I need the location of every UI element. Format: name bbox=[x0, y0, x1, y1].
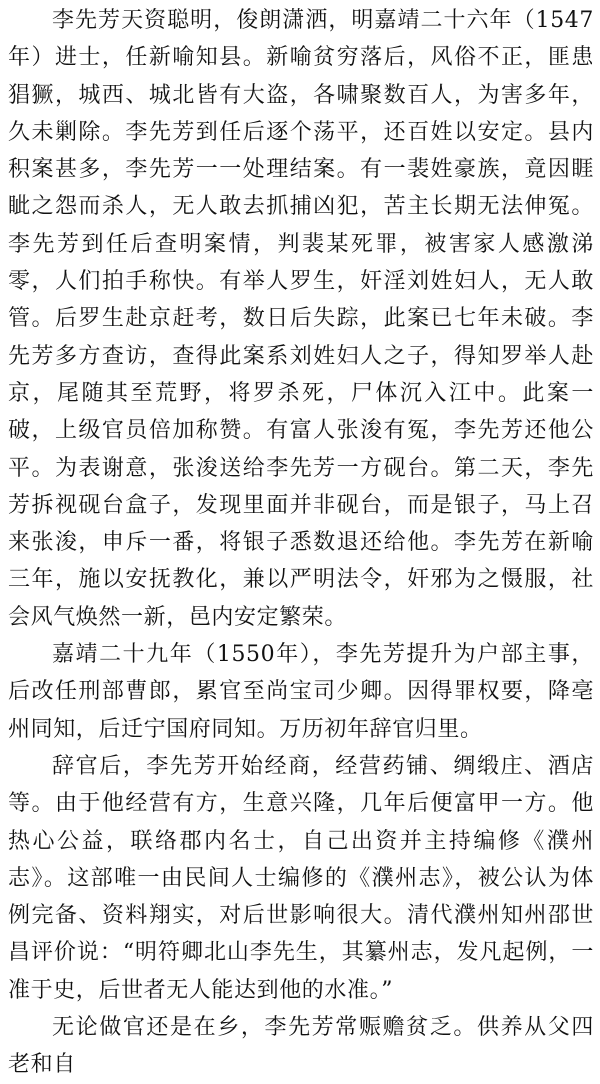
paragraph-4: 无论做官还是在乡，李先芳常赈赡贫乏。供养从父四老和自 bbox=[8, 1015, 594, 1078]
paragraph-2: 嘉靖二十九年（1550年），李先芳提升为户部主事，后改任刑部曹郎，累官至尚宝司少卿。因得罪权要，降亳州同知，后迁宁国府同知。万历初年辞官归里。 bbox=[8, 642, 594, 742]
paragraph-1: 李先芳天资聪明，俊朗潇洒，明嘉靖二十六年（1547年）进士，任新喻知县。新喻贫穷落后，风俗不正，匪患猖獗，城西、城北皆有大盗，各啸聚数百人，为害多年，久未剿除。李先芳到任后逐个荡平，还百姓以安定。县内积案甚多，李先芳一一处理结案。有一裴姓豪族，竟因睚眦之怨而杀人，无人敢去抓捕凶犯，苦主长期无法伸冤。李先芳到任后查明案情，判裴某死罪，被害家人感激涕零，人们拍手称快。有举人罗生，奸淫刘姓妇人，无人敢管。后罗生赴京赶考，数日后失踪，此案已七年未破。李先芳多方查访，查得此案系刘姓妇人之子，得知罗举人赴京，尾随其至荒野，将罗杀死，尸体沉入江中。此案一破，上级官员倍加称赞。有富人张浚有冤，李先芳还他公平。为表谢意，张浚送给李先芳一方砚台。第二天，李先芳拆视砚台盒子，发现里面并非砚台，而是银子，马上召来张浚，申斥一番，将银子悉数退还给他。李先芳在新喻三年，施以安抚教化，兼以严明法令，奸邪为之慑服，社会风气焕然一新，邑内安定繁荣。 bbox=[8, 8, 594, 630]
paragraph-3: 辞官后，李先芳开始经商，经营药铺、绸缎庄、酒店等。由于他经营有方，生意兴隆，几年后便富甲一方。他热心公益，联络郡内名士，自己出资并主持编修《濮州志》。这部唯一由民间人士编修的《濮州志》，被公认为体例完备、资料翔实，对后世影响很大。清代濮州知州邵世昌评价说：“明符卿北山李先生，其纂州志，发凡起例，一准于史，后世者无人能达到他的水准。” bbox=[8, 753, 594, 1003]
